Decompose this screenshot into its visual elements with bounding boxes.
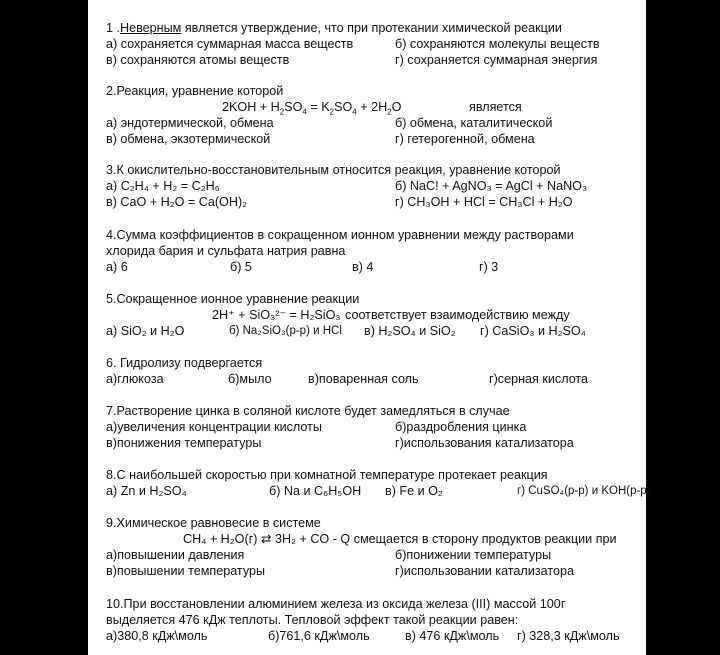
q5-option-b: б) Na₂SiO₃(р-р) и HCl bbox=[229, 325, 342, 337]
q5-equation: 2H⁺ + SiO₃²⁻ = H₂SiO₃ bbox=[212, 308, 341, 322]
q7-option-b: б)раздробления цинка bbox=[395, 420, 527, 434]
q10-stem-line2: выделяется 476 кДж теплоты. Тепловой эффект такой реакции равен: bbox=[106, 613, 519, 627]
q10-option-c: в) 476 кДж\моль bbox=[405, 629, 500, 643]
q9-equation: CH₄ + H₂O(г) ⇄ 3H₂ + CO - Q смещается в сторону продуктов реакции при bbox=[183, 532, 617, 546]
q6-option-c: в)поваренная соль bbox=[308, 372, 419, 386]
q1-stem-underlined: Неверным bbox=[120, 21, 182, 35]
q7-option-a: а)увеличения концентрации кислоты bbox=[106, 420, 322, 434]
q2-option-b: б) обмена, каталитической bbox=[395, 116, 553, 130]
q2-option-d: г) гетерогенной, обмена bbox=[395, 132, 535, 146]
q5-stem: 5.Сокращенное ионное уравнение реакции bbox=[106, 292, 360, 306]
q9-stem: 9.Химическое равновесие в системе bbox=[106, 516, 321, 530]
q1-stem: 1 .Неверным является утверждение, что при протекании химической реакции bbox=[106, 21, 562, 35]
q2-is-label: является bbox=[469, 100, 522, 114]
q9-option-b: б)понижении температуры bbox=[395, 548, 552, 562]
q10-option-a: а)380,8 кДж\моль bbox=[106, 629, 208, 643]
q10-stem-line1: 10.При восстановлении алюминием железа из оксида железа (III) массой 100г bbox=[106, 597, 566, 611]
q6-stem: 6. Гидролизу подвергается bbox=[106, 356, 263, 370]
q6-option-b: б)мыло bbox=[228, 372, 272, 386]
q2-equation: $2KOH + H_2SO_4 = K_2SO_4 + 2H_2O$ bbox=[222, 100, 402, 117]
q5-tail: соответствует взаимодействию между bbox=[345, 308, 570, 322]
q3-stem: 3.К окислительно-восстановительным относится реакция, уравнение которой bbox=[106, 163, 561, 177]
q7-stem: 7.Растворение цинка в соляной кислоте будет замедляться в случае bbox=[106, 404, 510, 418]
q6-option-a: а)глюкоза bbox=[106, 372, 164, 386]
q4-option-a: а) 6 bbox=[106, 260, 128, 274]
q2-stem: 2.Реакция, уравнение которой bbox=[106, 84, 284, 98]
q7-option-c: в)понижения температуры bbox=[106, 436, 262, 450]
q9-option-c: в)повышении температуры bbox=[106, 564, 266, 578]
q8-option-d: г) CuSO₄(р-р) и KOH(р-р) bbox=[517, 485, 651, 497]
q1-option-b: б) сохраняются молекулы веществ bbox=[395, 37, 600, 51]
q8-stem: 8.С наибольшей скоростью при комнатной температуре протекает реакция bbox=[106, 468, 548, 482]
q8-option-c: в) Fe и O₂ bbox=[385, 484, 443, 498]
q5-option-c: в) H₂SO₄ и SiO₂ bbox=[364, 324, 456, 338]
q1-option-a: а) сохраняется суммарная масса веществ bbox=[106, 37, 354, 51]
q3-option-c: в) CaO + H₂O = Ca(OH)₂ bbox=[106, 195, 248, 209]
q9-option-d: г)использовании катализатора bbox=[395, 564, 574, 578]
q2-option-a: а) эндотермической, обмена bbox=[106, 116, 274, 130]
q7-option-d: г)использования катализатора bbox=[395, 436, 574, 450]
q1-option-c: в) сохраняются атомы веществ bbox=[106, 53, 290, 67]
q4-option-b: б) 5 bbox=[230, 260, 252, 274]
q3-option-a: а) C₂H₄ + H₂ = C₂H₆ bbox=[106, 179, 220, 193]
q8-option-b: б) Na и C₆H₅OH bbox=[269, 484, 362, 498]
q9-option-a: а)повышении давления bbox=[106, 548, 245, 562]
q10-option-d: г) 328,3 кДж\моль bbox=[517, 629, 620, 643]
q2-option-c: в) обмена, экзотермической bbox=[106, 132, 271, 146]
q4-option-c: в) 4 bbox=[352, 260, 374, 274]
q8-option-a: а) Zn и H₂SO₄ bbox=[106, 484, 187, 498]
q6-option-d: г)серная кислота bbox=[489, 372, 589, 386]
q4-stem-line1: 4.Сумма коэффициентов в сокращенном ионном уравнении между растворами bbox=[106, 228, 574, 242]
q5-option-a: а) SiO₂ и H₂O bbox=[106, 324, 185, 338]
q5-option-d: г) CaSiO₃ и H₂SO₄ bbox=[480, 324, 586, 338]
q4-option-d: г) 3 bbox=[479, 260, 499, 274]
q1-option-d: г) сохраняется суммарная энергия bbox=[395, 53, 598, 67]
q10-option-b: б)761,6 кДж\моль bbox=[268, 629, 370, 643]
q3-option-b: б) NaC! + AgNO₃ = AgCl + NaNO₃ bbox=[395, 179, 588, 193]
q4-stem-line2: хлорида бария и сульфата натрия равна bbox=[106, 244, 346, 258]
q3-option-d: г) CH₃OH + HCl = CH₃Cl + H₂O bbox=[395, 195, 573, 209]
